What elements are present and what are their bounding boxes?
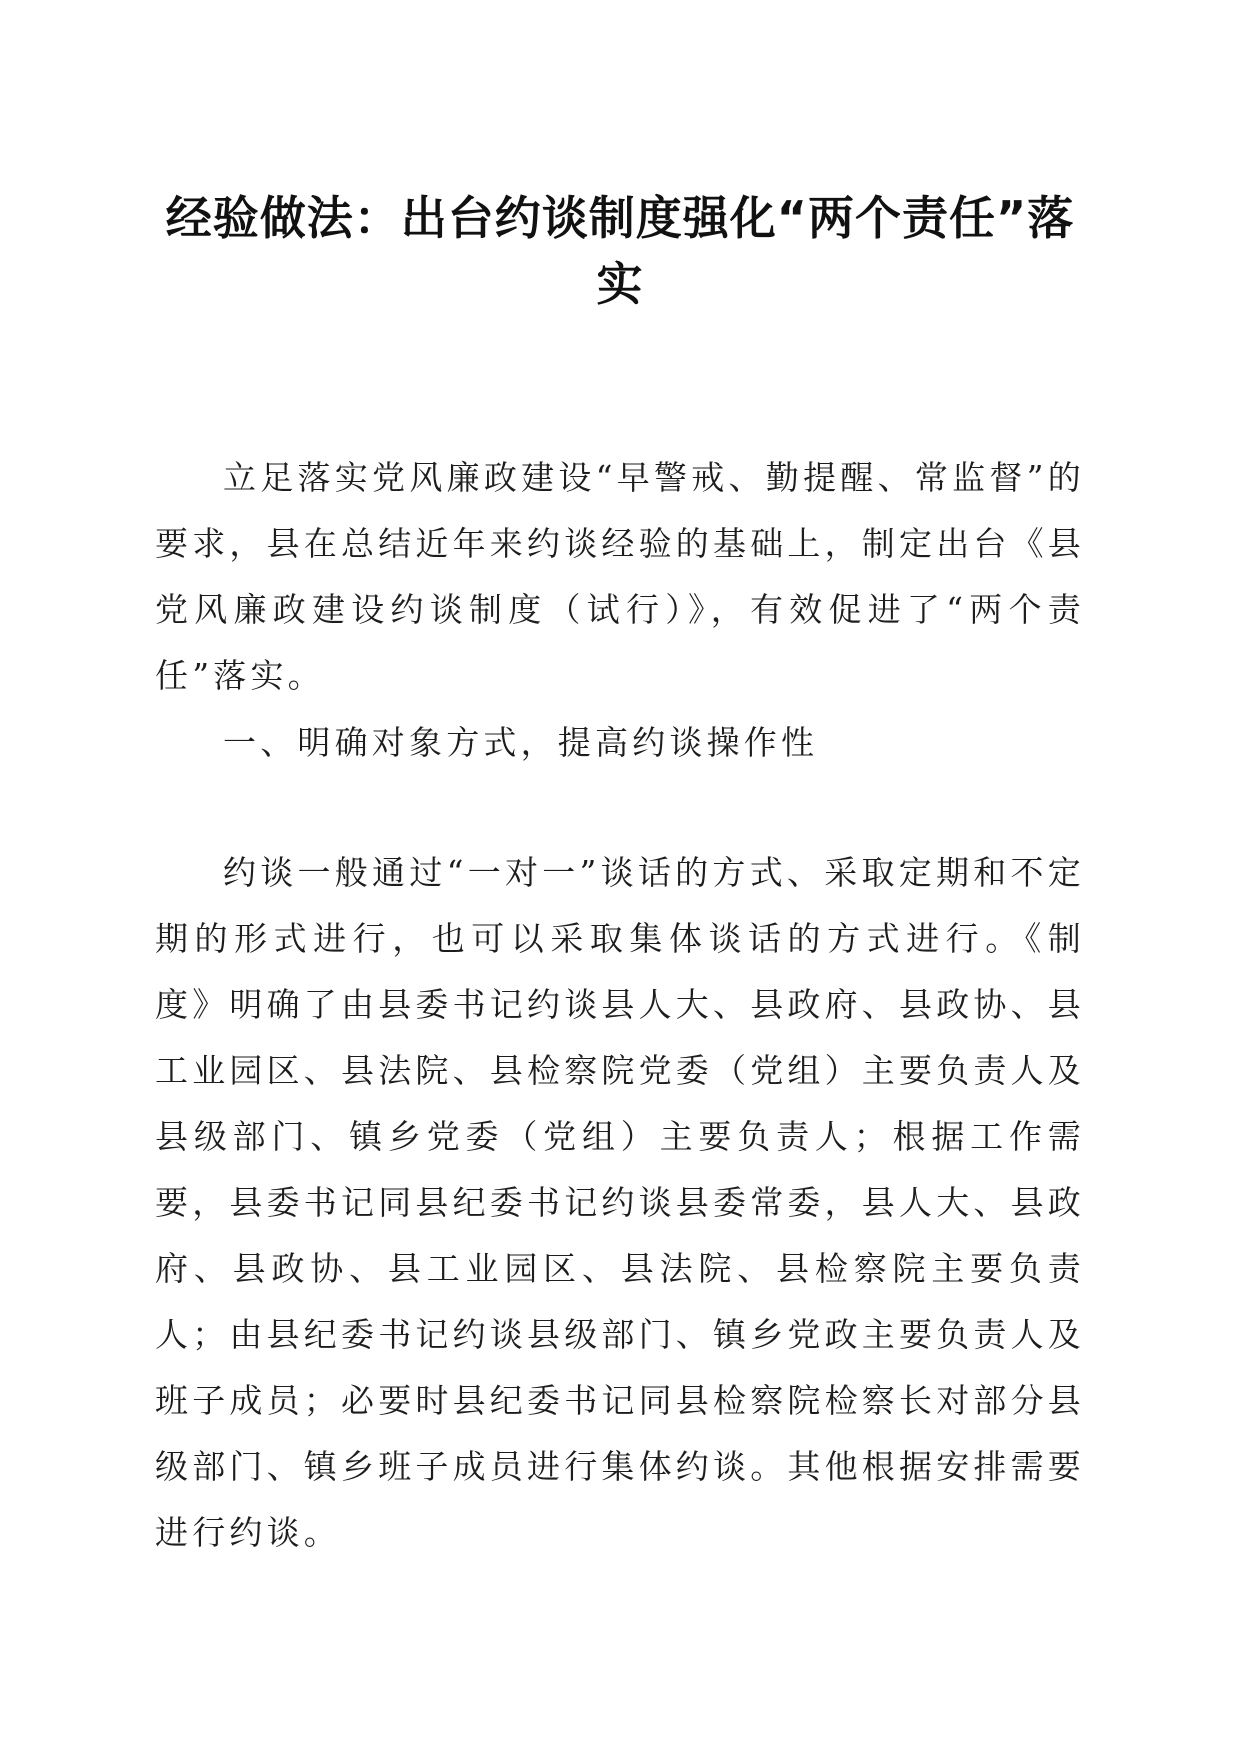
section-heading: 一、明确对象方式，提高约谈操作性 [223,723,819,762]
intro-paragraph: 立足落实党风廉政建设“早警戒、勤提醒、常监督”的要求，县在总结近年来约谈经验的基础上，制定出台《县党风廉政建设约谈制度（试行）》，有效促进了“两个责任”落实。 [155,458,1085,695]
document-title: 经验做法：出台约谈制度强化“两个责任”落实 [165,191,1075,311]
body-paragraph: 约谈一般通过“一对一”谈话的方式、采取定期和不定期的形式进行，也可以采取集体谈话的方式进行。《制度》明确了由县委书记约谈县人大、县政府、县政协、县工业园区、县法院、县检察院党委（党组）主要负责人及县级部门、镇乡党委（党组）主要负责人；根据工作需要，县委书记同县纪委书记约谈县委常委，县人大、县政府、县政协、县工业园区、县法院、县检察院主要负责人；由县纪委书记约谈县级部门、镇乡党政主要负责人及班子成员；必要时县纪委书记同县检察院检察长对部分县级部门、镇乡班子成员进行集体约谈。其他根据安排需要进行约谈。 [155,853,1085,1552]
